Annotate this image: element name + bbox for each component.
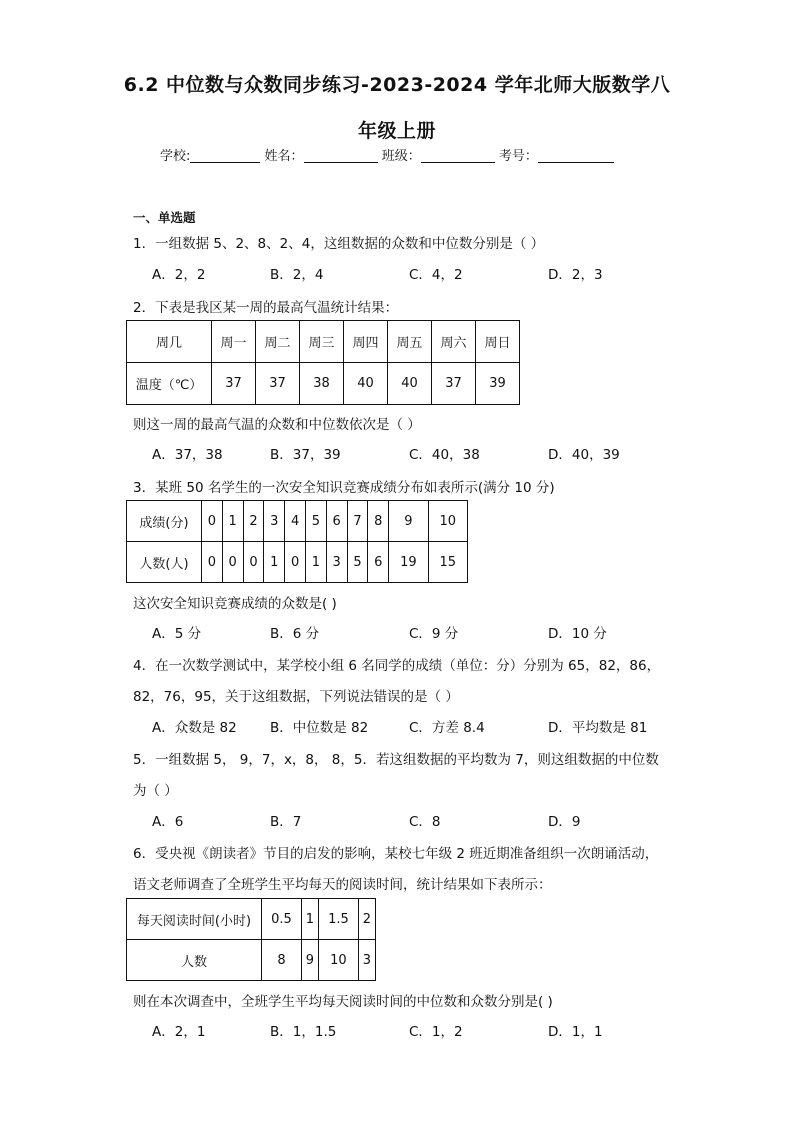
table-cell: 周日 [476, 321, 520, 363]
table-cell: 0 [243, 542, 264, 583]
table-cell: 10 [318, 940, 358, 981]
table-cell: 1.5 [318, 899, 358, 940]
option-d[interactable]: D．2，3 [548, 267, 603, 283]
number-blank[interactable] [538, 148, 614, 163]
table-cell: 1 [305, 542, 326, 583]
table-cell: 1 [301, 899, 318, 940]
option-c[interactable]: C．1，2 [409, 1024, 463, 1040]
table-cell: 40 [344, 363, 388, 405]
option-c[interactable]: C．40，38 [409, 447, 480, 463]
name-label: 姓名： [264, 149, 304, 164]
school-label: 学校: [160, 149, 191, 164]
option-b[interactable]: B．37，39 [270, 447, 341, 463]
table-cell: 8 [368, 501, 389, 542]
question-2-options [152, 443, 752, 463]
name-blank[interactable] [304, 148, 378, 163]
question-6-options [152, 1020, 752, 1040]
table-header-row [127, 899, 376, 940]
table-cell: 6 [368, 542, 389, 583]
table-cell: 9 [389, 501, 428, 542]
table-row [127, 363, 520, 405]
option-d[interactable]: D．10 分 [548, 626, 607, 642]
option-a[interactable]: A．5 分 [152, 626, 202, 642]
table-cell: 7 [347, 501, 368, 542]
table-cell: 周四 [344, 321, 388, 363]
option-d[interactable]: D．40，39 [548, 447, 620, 463]
table-cell: 5 [305, 501, 326, 542]
option-c[interactable]: C．9 分 [409, 626, 459, 642]
section-title: 一、单选题 [133, 210, 196, 225]
table-cell: 周几 [127, 321, 212, 363]
table-cell: 6 [326, 501, 347, 542]
option-a[interactable]: A．2，2 [152, 267, 206, 283]
table-cell: 周六 [432, 321, 476, 363]
question-3-options [152, 622, 752, 642]
table-cell: 38 [300, 363, 344, 405]
question-4-options [152, 716, 752, 736]
table-cell: 3 [264, 501, 285, 542]
option-a[interactable]: A．2，1 [152, 1024, 206, 1040]
table-cell: 19 [389, 542, 428, 583]
question-1-stem: 1．一组数据 5、2、8、2、4，这组数据的众数和中位数分别是（ ） [133, 236, 545, 252]
table-cell: 1 [264, 542, 285, 583]
table-cell: 温度（℃） [127, 363, 212, 405]
question-5-stem-line2: 为（ ） [133, 783, 178, 799]
option-b[interactable]: B．中位数是 82 [270, 720, 369, 736]
question-3-followup: 这次安全知识竞赛成绩的众数是( ) [133, 596, 337, 612]
table-header-row [127, 501, 468, 542]
question-1-options [152, 263, 752, 283]
option-b[interactable]: B．7 [270, 814, 302, 830]
question-6-stem-line1: 6．受央视《朗读者》节目的启发的影响，某校七年级 2 班近期准备组织一次朗诵活动， [133, 846, 659, 862]
page-title-line2: 年级上册 [357, 120, 436, 142]
option-c[interactable]: C．方差 8.4 [409, 720, 485, 736]
table-cell: 3 [358, 940, 375, 981]
question-2-followup: 则这一周的最高气温的众数和中位数依次是（ ） [133, 417, 421, 433]
table-cell: 4 [285, 501, 306, 542]
school-blank[interactable] [190, 148, 260, 163]
table-cell: 15 [428, 542, 467, 583]
class-blank[interactable] [421, 148, 495, 163]
student-info-line [160, 145, 614, 164]
table-cell: 37 [432, 363, 476, 405]
table-cell: 人数(人) [127, 542, 202, 583]
question-2-stem: 2．下表是我区某一周的最高气温统计结果： [133, 300, 399, 316]
option-d[interactable]: D．9 [548, 814, 581, 830]
option-c[interactable]: C．4，2 [409, 267, 463, 283]
question-6-stem-line2: 语文老师调查了全班学生平均每天的阅读时间，统计结果如下表所示： [133, 877, 552, 893]
number-label: 考号： [498, 149, 538, 164]
question-4-stem-line1: 4．在一次数学测试中，某学校小组 6 名同学的成绩（单位：分）分别为 65，82，86， [133, 658, 661, 674]
option-d[interactable]: D．1，1 [548, 1024, 603, 1040]
question-6-followup: 则在本次调查中，全班学生平均每天阅读时间的中位数和众数分别是( ) [133, 994, 553, 1010]
table-cell: 0 [222, 542, 243, 583]
table-cell: 40 [388, 363, 432, 405]
class-label: 班级： [381, 149, 421, 164]
table-cell: 周一 [212, 321, 256, 363]
table-cell: 9 [301, 940, 318, 981]
table-cell: 每天阅读时间(小时) [127, 899, 262, 940]
table-cell: 周三 [300, 321, 344, 363]
table-cell: 0 [202, 542, 223, 583]
table-cell: 8 [262, 940, 302, 981]
table-cell: 5 [347, 542, 368, 583]
table-cell: 1 [222, 501, 243, 542]
temperature-table [126, 320, 520, 405]
question-3-stem: 3．某班 50 名学生的一次安全知识竞赛成绩分布如表所示(满分 10 分) [133, 480, 555, 496]
table-cell: 39 [476, 363, 520, 405]
option-b[interactable]: B．1，1.5 [270, 1024, 337, 1040]
question-5-options [152, 810, 752, 830]
table-cell: 0 [285, 542, 306, 583]
table-cell: 0 [202, 501, 223, 542]
question-5-stem-line1: 5．一组数据 5， 9，7，x，8， 8，5．若这组数据的平均数为 7，则这组数据的中位数 [133, 752, 659, 768]
table-cell: 37 [212, 363, 256, 405]
table-cell: 2 [243, 501, 264, 542]
option-a[interactable]: A．6 [152, 814, 184, 830]
table-cell: 周二 [256, 321, 300, 363]
table-cell: 人数 [127, 940, 262, 981]
option-c[interactable]: C．8 [409, 814, 441, 830]
table-cell: 37 [256, 363, 300, 405]
table-header-row [127, 321, 520, 363]
table-cell: 成绩(分) [127, 501, 202, 542]
table-cell: 10 [428, 501, 467, 542]
reading-time-table [126, 898, 376, 981]
option-d[interactable]: D．平均数是 81 [548, 720, 648, 736]
table-cell: 周五 [388, 321, 432, 363]
question-4-stem-line2: 82，76，95，关于这组数据，下列说法错误的是（ ） [133, 689, 459, 705]
score-table [126, 500, 468, 583]
option-a[interactable]: A．众数是 82 [152, 720, 237, 736]
table-row [127, 542, 468, 583]
page-title-line1: 6.2 中位数与众数同步练习-2023-2024 学年北师大版数学八 [123, 74, 671, 96]
table-cell: 3 [326, 542, 347, 583]
table-cell: 0.5 [262, 899, 302, 940]
option-a[interactable]: A．37，38 [152, 447, 223, 463]
option-b[interactable]: B．2，4 [270, 267, 324, 283]
table-row [127, 940, 376, 981]
option-b[interactable]: B．6 分 [270, 626, 320, 642]
table-cell: 2 [358, 899, 375, 940]
